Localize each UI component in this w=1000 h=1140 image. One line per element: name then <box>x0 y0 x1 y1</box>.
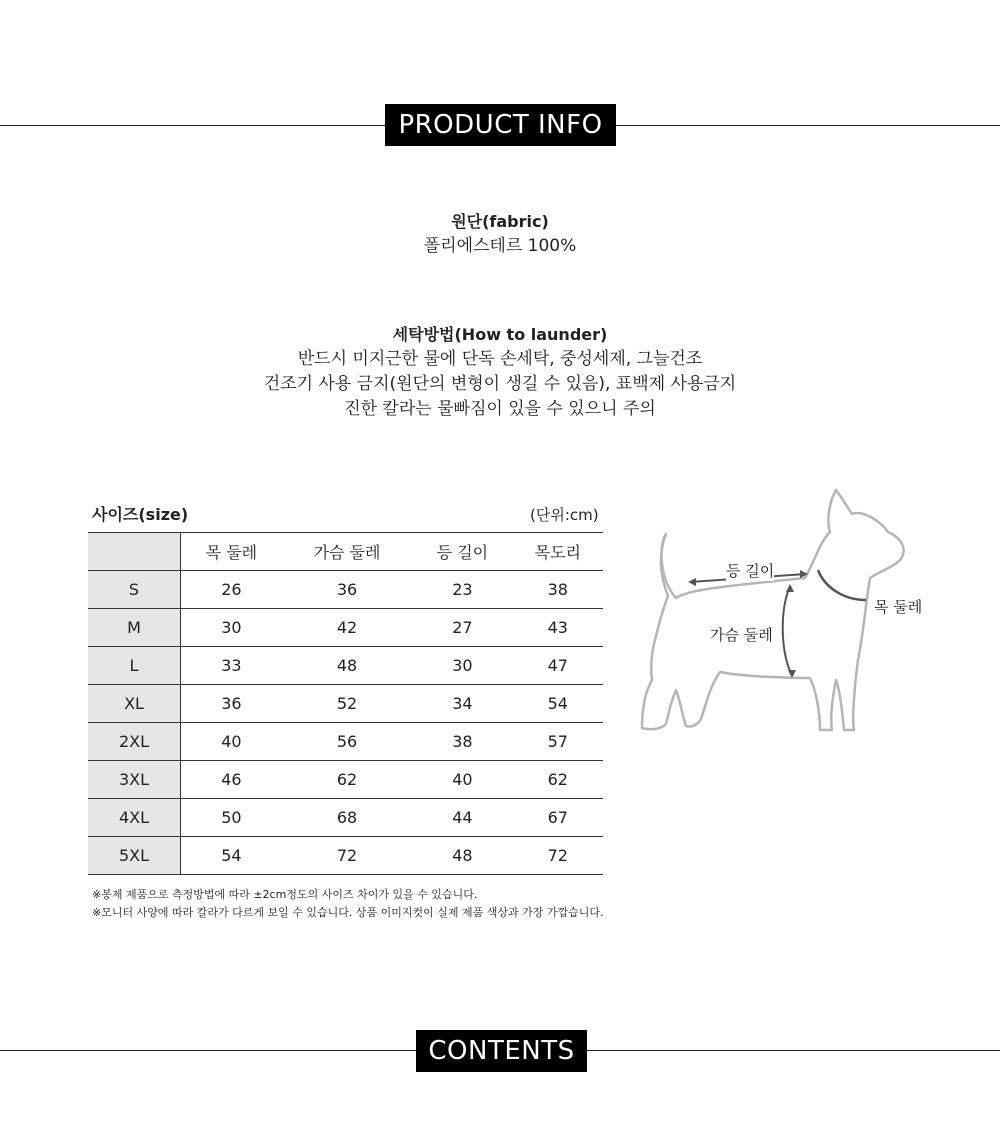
size-label: M <box>88 609 181 647</box>
table-row <box>88 761 603 799</box>
table-row <box>88 647 603 685</box>
contents-banner: CONTENTS <box>416 1030 587 1072</box>
size-unit: (단위:cm) <box>530 506 599 524</box>
product-info-banner: PRODUCT INFO <box>385 104 616 146</box>
chest-label: 가슴 둘레 <box>710 626 773 644</box>
table-cell: 38 <box>513 571 603 609</box>
table-cell: 30 <box>412 647 512 685</box>
table-cell: 23 <box>412 571 512 609</box>
table-cell: 48 <box>412 837 512 875</box>
table-row <box>88 685 603 723</box>
table-cell: 48 <box>282 647 412 685</box>
table-cell: 30 <box>181 609 282 647</box>
size-label: 4XL <box>88 799 181 837</box>
column-header: 목 둘레 <box>181 533 282 571</box>
fabric-label: 원단(fabric) <box>451 212 549 231</box>
note-line: ※봉제 제품으로 측정방법에 따라 ±2cm정도의 사이즈 차이가 있을 수 있습니다. <box>92 888 478 901</box>
table-row <box>88 571 603 609</box>
size-label: S <box>88 571 181 609</box>
table-cell: 47 <box>513 647 603 685</box>
table-cell: 46 <box>181 761 282 799</box>
neck-label: 목 둘레 <box>874 598 923 616</box>
size-notes <box>92 886 603 922</box>
fabric-section <box>0 210 1000 259</box>
table-cell: 36 <box>181 685 282 723</box>
table-cell: 43 <box>513 609 603 647</box>
table-cell: 33 <box>181 647 282 685</box>
table-cell: 72 <box>513 837 603 875</box>
dog-measurement-diagram <box>630 480 950 740</box>
table-cell: 72 <box>282 837 412 875</box>
table-cell: 56 <box>282 723 412 761</box>
table-cell: 42 <box>282 609 412 647</box>
table-row <box>88 609 603 647</box>
column-header: 목도리 <box>513 533 603 571</box>
table-cell: 50 <box>181 799 282 837</box>
table-row <box>88 837 603 875</box>
laundry-line: 반드시 미지근한 물에 단독 손세탁, 중성세제, 그늘건조 <box>297 349 703 369</box>
size-label: 5XL <box>88 837 181 875</box>
column-header: 가슴 둘레 <box>282 533 412 571</box>
table-cell: 57 <box>513 723 603 761</box>
table-row <box>88 799 603 837</box>
table-cell: 52 <box>282 685 412 723</box>
table-cell: 34 <box>412 685 512 723</box>
table-corner-cell <box>88 533 181 571</box>
table-cell: 62 <box>513 761 603 799</box>
size-label: L <box>88 647 181 685</box>
size-label: 3XL <box>88 761 181 799</box>
column-header: 등 길이 <box>412 533 512 571</box>
note-line: ※모니터 사양에 따라 칼라가 다르게 보일 수 있습니다. 상품 이미지컷이 실제 제품 색상과 가장 가깝습니다. <box>92 906 604 919</box>
table-cell: 54 <box>513 685 603 723</box>
table-cell: 44 <box>412 799 512 837</box>
fabric-value: 폴리에스테르 100% <box>423 236 577 256</box>
back-length-label: 등 길이 <box>726 562 775 580</box>
size-table <box>88 532 603 875</box>
table-cell: 36 <box>282 571 412 609</box>
laundry-line: 진한 칼라는 물빠짐이 있을 수 있으니 주의 <box>344 399 656 419</box>
table-cell: 40 <box>412 761 512 799</box>
table-cell: 67 <box>513 799 603 837</box>
laundry-line: 건조기 사용 금지(원단의 변형이 생길 수 있음), 표백제 사용금지 <box>263 374 737 394</box>
laundry-section <box>0 323 1000 422</box>
table-cell: 27 <box>412 609 512 647</box>
table-cell: 40 <box>181 723 282 761</box>
table-cell: 62 <box>282 761 412 799</box>
table-cell: 26 <box>181 571 282 609</box>
laundry-label: 세탁방법(How to launder) <box>392 325 608 344</box>
table-cell: 38 <box>412 723 512 761</box>
size-label: 2XL <box>88 723 181 761</box>
table-row <box>88 723 603 761</box>
table-header-row <box>88 533 603 571</box>
size-label: XL <box>88 685 181 723</box>
table-cell: 68 <box>282 799 412 837</box>
size-table-title: 사이즈(size) <box>92 505 189 524</box>
table-cell: 54 <box>181 837 282 875</box>
